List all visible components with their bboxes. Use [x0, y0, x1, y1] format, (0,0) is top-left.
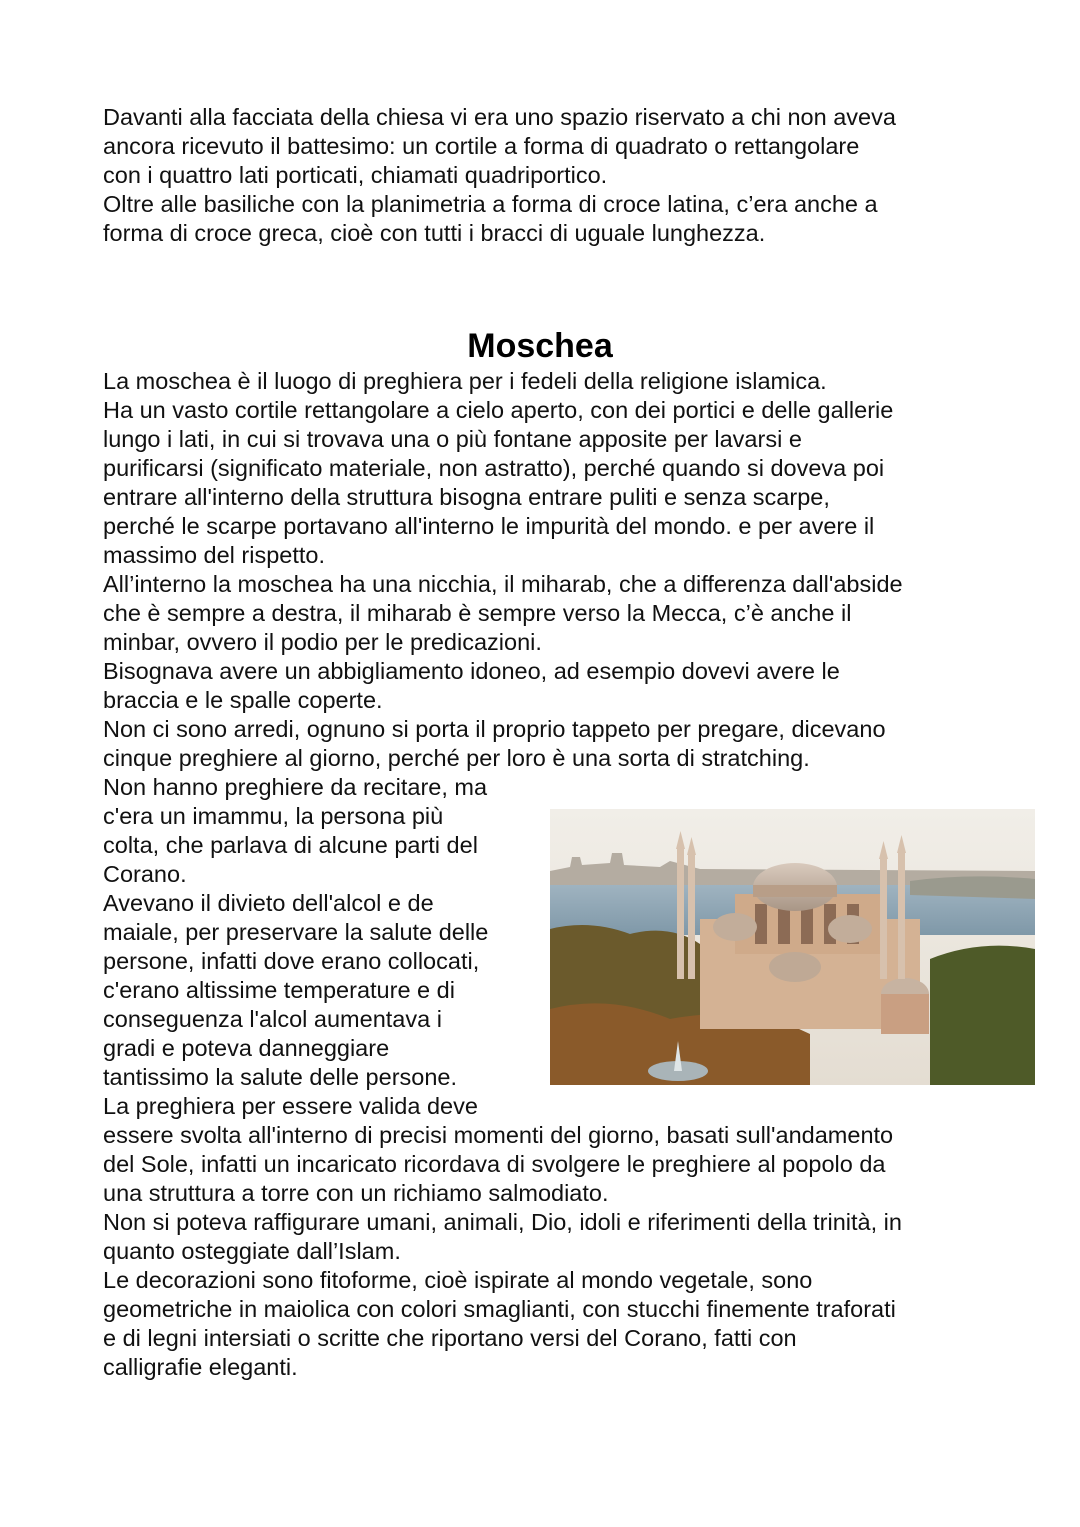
body-line: conseguenza l'alcol aumentava i [103, 1006, 442, 1032]
mosque-photo [550, 809, 1035, 1085]
body-line: braccia e le spalle coperte. [103, 687, 383, 713]
body-line: che è sempre a destra, il miharab è sempre verso la Mecca, c’è anche il [103, 600, 852, 626]
body-line: Bisognava avere un abbigliamento idoneo, ad esempio dovevi avere le [103, 658, 840, 684]
body-line: gradi e poteva danneggiare [103, 1035, 390, 1061]
body-line: massimo del rispetto. [103, 542, 326, 568]
body-line: essere svolta all'interno di precisi momenti del giorno, basati sull'andamento [103, 1122, 894, 1148]
body-line: perché le scarpe portavano all'interno le impurità del mondo. e per avere il [103, 513, 875, 539]
body-line: lungo i lati, in cui si trovava una o più fontane apposite per lavarsi e [103, 426, 802, 452]
intro-line: Oltre alle basiliche con la planimetria a forma di croce latina, c’era anche a [103, 191, 878, 217]
body-line: La preghiera per essere valida deve [103, 1093, 478, 1119]
body-line: maiale, per preservare la salute delle [103, 919, 489, 945]
body-line: purificarsi (significato materiale, non astratto), perché quando si doveva poi [103, 455, 885, 481]
body-line: colta, che parlava di alcune parti del [103, 832, 478, 858]
body-line: cinque preghiere al giorno, perché per loro è una sorta di stratching. [103, 745, 810, 771]
body-line: e di legni intersiati o scritte che riportano versi del Corano, fatti con [103, 1325, 797, 1351]
body-line: Non ci sono arredi, ognuno si porta il proprio tappeto per pregare, dicevano [103, 716, 886, 742]
body-line: La moschea è il luogo di preghiera per i fedeli della religione islamica. [103, 368, 827, 394]
body-line: entrare all'interno della struttura bisogna entrare puliti e senza scarpe, [103, 484, 830, 510]
intro-line: Davanti alla facciata della chiesa vi era uno spazio riservato a chi non aveva [103, 104, 896, 130]
body-line: c'era un imammu, la persona più [103, 803, 444, 829]
body-line: All’interno la moschea ha una nicchia, il miharab, che a differenza dall'abside [103, 571, 903, 597]
intro-line: con i quattro lati porticati, chiamati quadriportico. [103, 162, 608, 188]
body-line: del Sole, infatti un incaricato ricordava di svolgere le preghiere al popolo da [103, 1151, 886, 1177]
body-line: Le decorazioni sono fitoforme, cioè ispirate al mondo vegetale, sono [103, 1267, 813, 1293]
body-line: una struttura a torre con un richiamo salmodiato. [103, 1180, 609, 1206]
body-line: calligrafie eleganti. [103, 1354, 298, 1380]
body-line: Corano. [103, 861, 187, 887]
body-line: geometriche in maiolica con colori smaglianti, con stucchi finemente traforati [103, 1296, 896, 1322]
intro-line: ancora ricevuto il battesimo: un cortile a forma di quadrato o rettangolare [103, 133, 860, 159]
body-line: persone, infatti dove erano collocati, [103, 948, 480, 974]
section-title: Moschea [467, 327, 613, 365]
body-line: c'erano altissime temperature e di [103, 977, 455, 1003]
body-line: Avevano il divieto dell'alcol e de [103, 890, 434, 916]
body-line: tantissimo la salute delle persone. [103, 1064, 458, 1090]
intro-line: forma di croce greca, cioè con tutti i bracci di uguale lunghezza. [103, 220, 766, 246]
body-line: Non hanno preghiere da recitare, ma [103, 774, 488, 800]
body-line: minbar, ovvero il podio per le predicazioni. [103, 629, 542, 655]
body-line: Non si poteva raffigurare umani, animali, Dio, idoli e riferimenti della trinità, in [103, 1209, 902, 1235]
body-line: quanto osteggiate dall’Islam. [103, 1238, 401, 1264]
body-line: Ha un vasto cortile rettangolare a cielo aperto, con dei portici e delle gallerie [103, 397, 894, 423]
